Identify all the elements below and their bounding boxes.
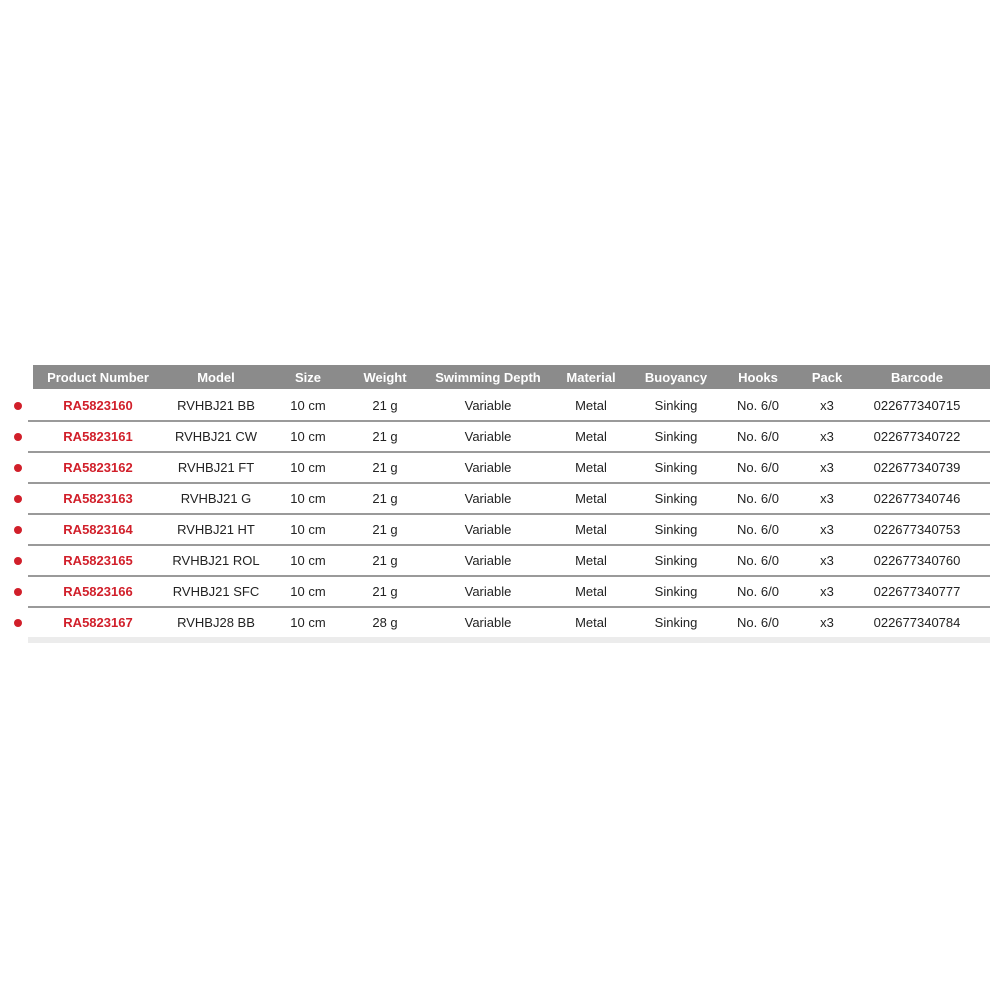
product-number-cell: RA5823160	[63, 398, 133, 413]
table-row	[0, 484, 1000, 513]
header-buoyancy: Buoyancy	[644, 370, 708, 385]
hooks-cell: No. 6/0	[737, 553, 779, 568]
pack-cell: x3	[820, 584, 834, 599]
size-cell: 10 cm	[290, 460, 326, 475]
buoyancy-cell: Sinking	[654, 584, 698, 599]
barcode-cell: 022677340746	[873, 491, 961, 506]
red-dot-icon	[14, 433, 22, 441]
pack-cell: x3	[820, 429, 834, 444]
material-cell: Metal	[575, 522, 607, 537]
weight-cell: 21 g	[372, 584, 398, 599]
table-row	[0, 608, 1000, 637]
model-cell: RVHBJ28 BB	[177, 615, 255, 630]
table-row	[0, 453, 1000, 482]
header-material: Material	[566, 370, 616, 385]
table-row	[0, 546, 1000, 575]
material-cell: Metal	[575, 429, 607, 444]
size-cell: 10 cm	[290, 615, 326, 630]
product-spec-table	[0, 365, 1000, 643]
hooks-cell: No. 6/0	[737, 522, 779, 537]
swimming-depth-cell: Variable	[464, 553, 512, 568]
model-cell: RVHBJ21 SFC	[172, 584, 260, 599]
table-header	[33, 365, 990, 389]
buoyancy-cell: Sinking	[654, 491, 698, 506]
barcode-cell: 022677340760	[873, 553, 961, 568]
red-dot-icon	[14, 495, 22, 503]
buoyancy-cell: Sinking	[654, 460, 698, 475]
buoyancy-cell: Sinking	[654, 553, 698, 568]
swimming-depth-cell: Variable	[464, 429, 512, 444]
model-cell: RVHBJ21 G	[180, 491, 252, 506]
model-cell: RVHBJ21 HT	[177, 522, 255, 537]
material-cell: Metal	[575, 460, 607, 475]
pack-cell: x3	[820, 522, 834, 537]
size-cell: 10 cm	[290, 584, 326, 599]
weight-cell: 28 g	[372, 615, 398, 630]
pack-cell: x3	[820, 615, 834, 630]
weight-cell: 21 g	[372, 460, 398, 475]
swimming-depth-cell: Variable	[464, 522, 512, 537]
weight-cell: 21 g	[372, 398, 398, 413]
weight-cell: 21 g	[372, 553, 398, 568]
pack-cell: x3	[820, 491, 834, 506]
hooks-cell: No. 6/0	[737, 584, 779, 599]
barcode-cell: 022677340784	[873, 615, 961, 630]
header-swimming-depth: Swimming Depth	[435, 370, 541, 385]
material-cell: Metal	[575, 491, 607, 506]
model-cell: RVHBJ21 BB	[177, 398, 255, 413]
table-body	[0, 391, 1000, 637]
weight-cell: 21 g	[372, 522, 398, 537]
swimming-depth-cell: Variable	[464, 491, 512, 506]
material-cell: Metal	[575, 584, 607, 599]
buoyancy-cell: Sinking	[654, 522, 698, 537]
product-number-cell: RA5823164	[63, 522, 133, 537]
product-number-cell: RA5823166	[63, 584, 133, 599]
barcode-cell: 022677340753	[873, 522, 961, 537]
product-number-cell: RA5823167	[63, 615, 133, 630]
barcode-cell: 022677340777	[873, 584, 961, 599]
size-cell: 10 cm	[290, 398, 326, 413]
pack-cell: x3	[820, 460, 834, 475]
hooks-cell: No. 6/0	[737, 429, 779, 444]
header-hooks: Hooks	[738, 370, 778, 385]
hooks-cell: No. 6/0	[737, 615, 779, 630]
red-dot-icon	[14, 588, 22, 596]
header-barcode: Barcode	[890, 370, 944, 385]
size-cell: 10 cm	[290, 429, 326, 444]
buoyancy-cell: Sinking	[654, 429, 698, 444]
buoyancy-cell: Sinking	[654, 398, 698, 413]
swimming-depth-cell: Variable	[464, 615, 512, 630]
size-cell: 10 cm	[290, 491, 326, 506]
table-row	[0, 391, 1000, 420]
red-dot-icon	[14, 464, 22, 472]
red-dot-icon	[14, 526, 22, 534]
barcode-cell: 022677340715	[873, 398, 961, 413]
hooks-cell: No. 6/0	[737, 460, 779, 475]
pack-cell: x3	[820, 553, 834, 568]
barcode-cell: 022677340739	[873, 460, 961, 475]
red-dot-icon	[14, 402, 22, 410]
material-cell: Metal	[575, 615, 607, 630]
hooks-cell: No. 6/0	[737, 398, 779, 413]
header-weight: Weight	[363, 370, 407, 385]
table-row	[0, 515, 1000, 544]
pack-cell: x3	[820, 398, 834, 413]
model-cell: RVHBJ21 CW	[174, 429, 258, 444]
swimming-depth-cell: Variable	[464, 398, 512, 413]
red-dot-icon	[14, 557, 22, 565]
weight-cell: 21 g	[372, 429, 398, 444]
size-cell: 10 cm	[290, 522, 326, 537]
red-dot-icon	[14, 619, 22, 627]
product-number-cell: RA5823165	[63, 553, 133, 568]
table-row	[0, 577, 1000, 606]
product-number-cell: RA5823162	[63, 460, 133, 475]
buoyancy-cell: Sinking	[654, 615, 698, 630]
table-row	[0, 422, 1000, 451]
weight-cell: 21 g	[372, 491, 398, 506]
material-cell: Metal	[575, 398, 607, 413]
model-cell: RVHBJ21 ROL	[172, 553, 260, 568]
header-product-number: Product Number	[47, 370, 149, 385]
product-number-cell: RA5823163	[63, 491, 133, 506]
header-model: Model	[197, 370, 235, 385]
swimming-depth-cell: Variable	[464, 460, 512, 475]
barcode-cell: 022677340722	[873, 429, 961, 444]
header-pack: Pack	[811, 370, 843, 385]
model-cell: RVHBJ21 FT	[177, 460, 255, 475]
hooks-cell: No. 6/0	[737, 491, 779, 506]
material-cell: Metal	[575, 553, 607, 568]
table-bottom-edge	[28, 637, 990, 643]
product-number-cell: RA5823161	[63, 429, 133, 444]
swimming-depth-cell: Variable	[464, 584, 512, 599]
size-cell: 10 cm	[290, 553, 326, 568]
header-size: Size	[294, 370, 321, 385]
